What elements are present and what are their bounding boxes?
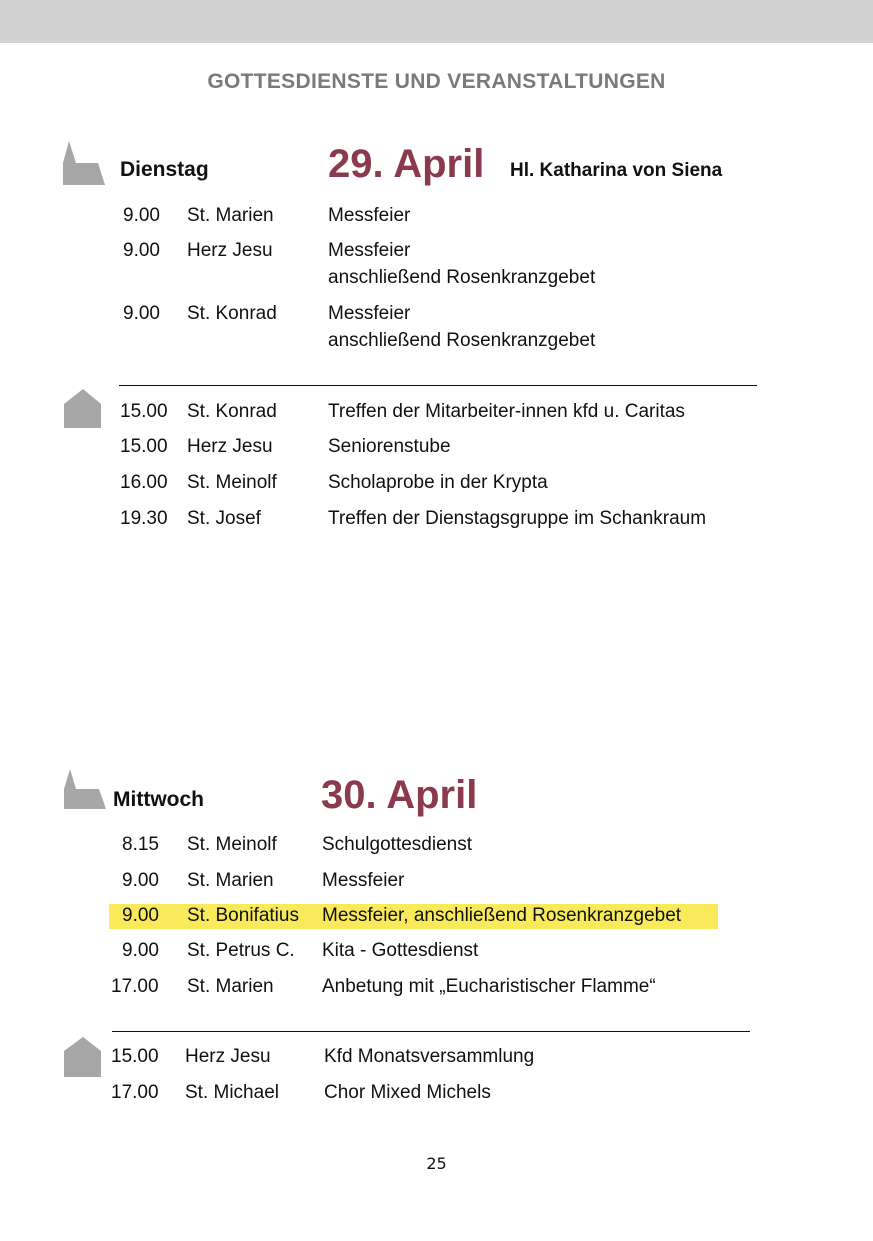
service-time: 9.00 xyxy=(123,240,160,261)
service-event: Schulgottesdienst xyxy=(322,834,472,855)
service-place: St. Petrus C. xyxy=(187,940,295,961)
service-time: 8.15 xyxy=(122,834,159,855)
event-place: St. Josef xyxy=(187,508,261,529)
service-event-note: anschließend Rosenkranzgebet xyxy=(328,267,596,288)
event-title: Treffen der Mitarbeiter-innen kfd u. Caritas xyxy=(328,401,685,422)
event-time: 15.00 xyxy=(111,1046,159,1067)
top-bar xyxy=(0,0,873,43)
event-time: 19.30 xyxy=(120,508,168,529)
page-number: 25 xyxy=(426,1154,447,1173)
church-icon xyxy=(61,769,107,810)
event-title: Treffen der Dienstagsgruppe im Schankraum xyxy=(328,508,707,529)
service-place: St. Marien xyxy=(187,205,274,226)
event-title: Chor Mixed Michels xyxy=(324,1082,491,1103)
service-event: Messfeier xyxy=(328,303,411,324)
service-event: Anbetung mit „Eucharistischer Flamme“ xyxy=(322,976,656,997)
church-icon xyxy=(60,141,106,186)
service-event: Messfeier xyxy=(328,205,411,226)
day-weekday: Mittwoch xyxy=(113,788,204,811)
day-date: 29. April xyxy=(328,142,485,186)
day-date: 30. April xyxy=(321,773,478,817)
event-time: 17.00 xyxy=(111,1082,159,1103)
service-time: 9.00 xyxy=(122,905,159,926)
service-place: St. Bonifatius xyxy=(187,905,299,926)
event-time: 15.00 xyxy=(120,436,168,457)
service-place: St. Marien xyxy=(187,976,274,997)
service-time: 9.00 xyxy=(122,870,159,891)
service-time: 9.00 xyxy=(123,205,160,226)
event-time: 16.00 xyxy=(120,472,168,493)
service-time: 9.00 xyxy=(123,303,160,324)
house-icon xyxy=(64,389,102,429)
service-event-note: anschließend Rosenkranzgebet xyxy=(328,330,596,351)
event-title: Scholaprobe in der Krypta xyxy=(328,472,548,493)
divider xyxy=(119,385,757,386)
service-time: 9.00 xyxy=(122,940,159,961)
page-title: GOTTESDIENSTE UND VERANSTALTUNGEN xyxy=(207,70,666,93)
event-title: Kfd Monatsversammlung xyxy=(324,1046,535,1067)
event-place: Herz Jesu xyxy=(185,1046,271,1067)
day-weekday: Dienstag xyxy=(120,158,209,181)
service-event: Messfeier, anschließend Rosenkranzgebet xyxy=(322,905,682,926)
divider xyxy=(112,1031,750,1032)
day-saint: Hl. Katharina von Siena xyxy=(510,160,723,181)
event-place: St. Konrad xyxy=(187,401,277,422)
event-place: Herz Jesu xyxy=(187,436,273,457)
service-place: St. Meinolf xyxy=(187,834,277,855)
service-event: Kita - Gottesdienst xyxy=(322,940,479,961)
service-place: St. Konrad xyxy=(187,303,277,324)
event-time: 15.00 xyxy=(120,401,168,422)
service-time: 17.00 xyxy=(111,976,159,997)
service-event: Messfeier xyxy=(328,240,411,261)
event-place: St. Michael xyxy=(185,1082,279,1103)
service-event: Messfeier xyxy=(322,870,405,891)
house-icon xyxy=(64,1037,102,1078)
service-place: St. Marien xyxy=(187,870,274,891)
event-place: St. Meinolf xyxy=(187,472,277,493)
event-title: Seniorenstube xyxy=(328,436,451,457)
service-place: Herz Jesu xyxy=(187,240,273,261)
